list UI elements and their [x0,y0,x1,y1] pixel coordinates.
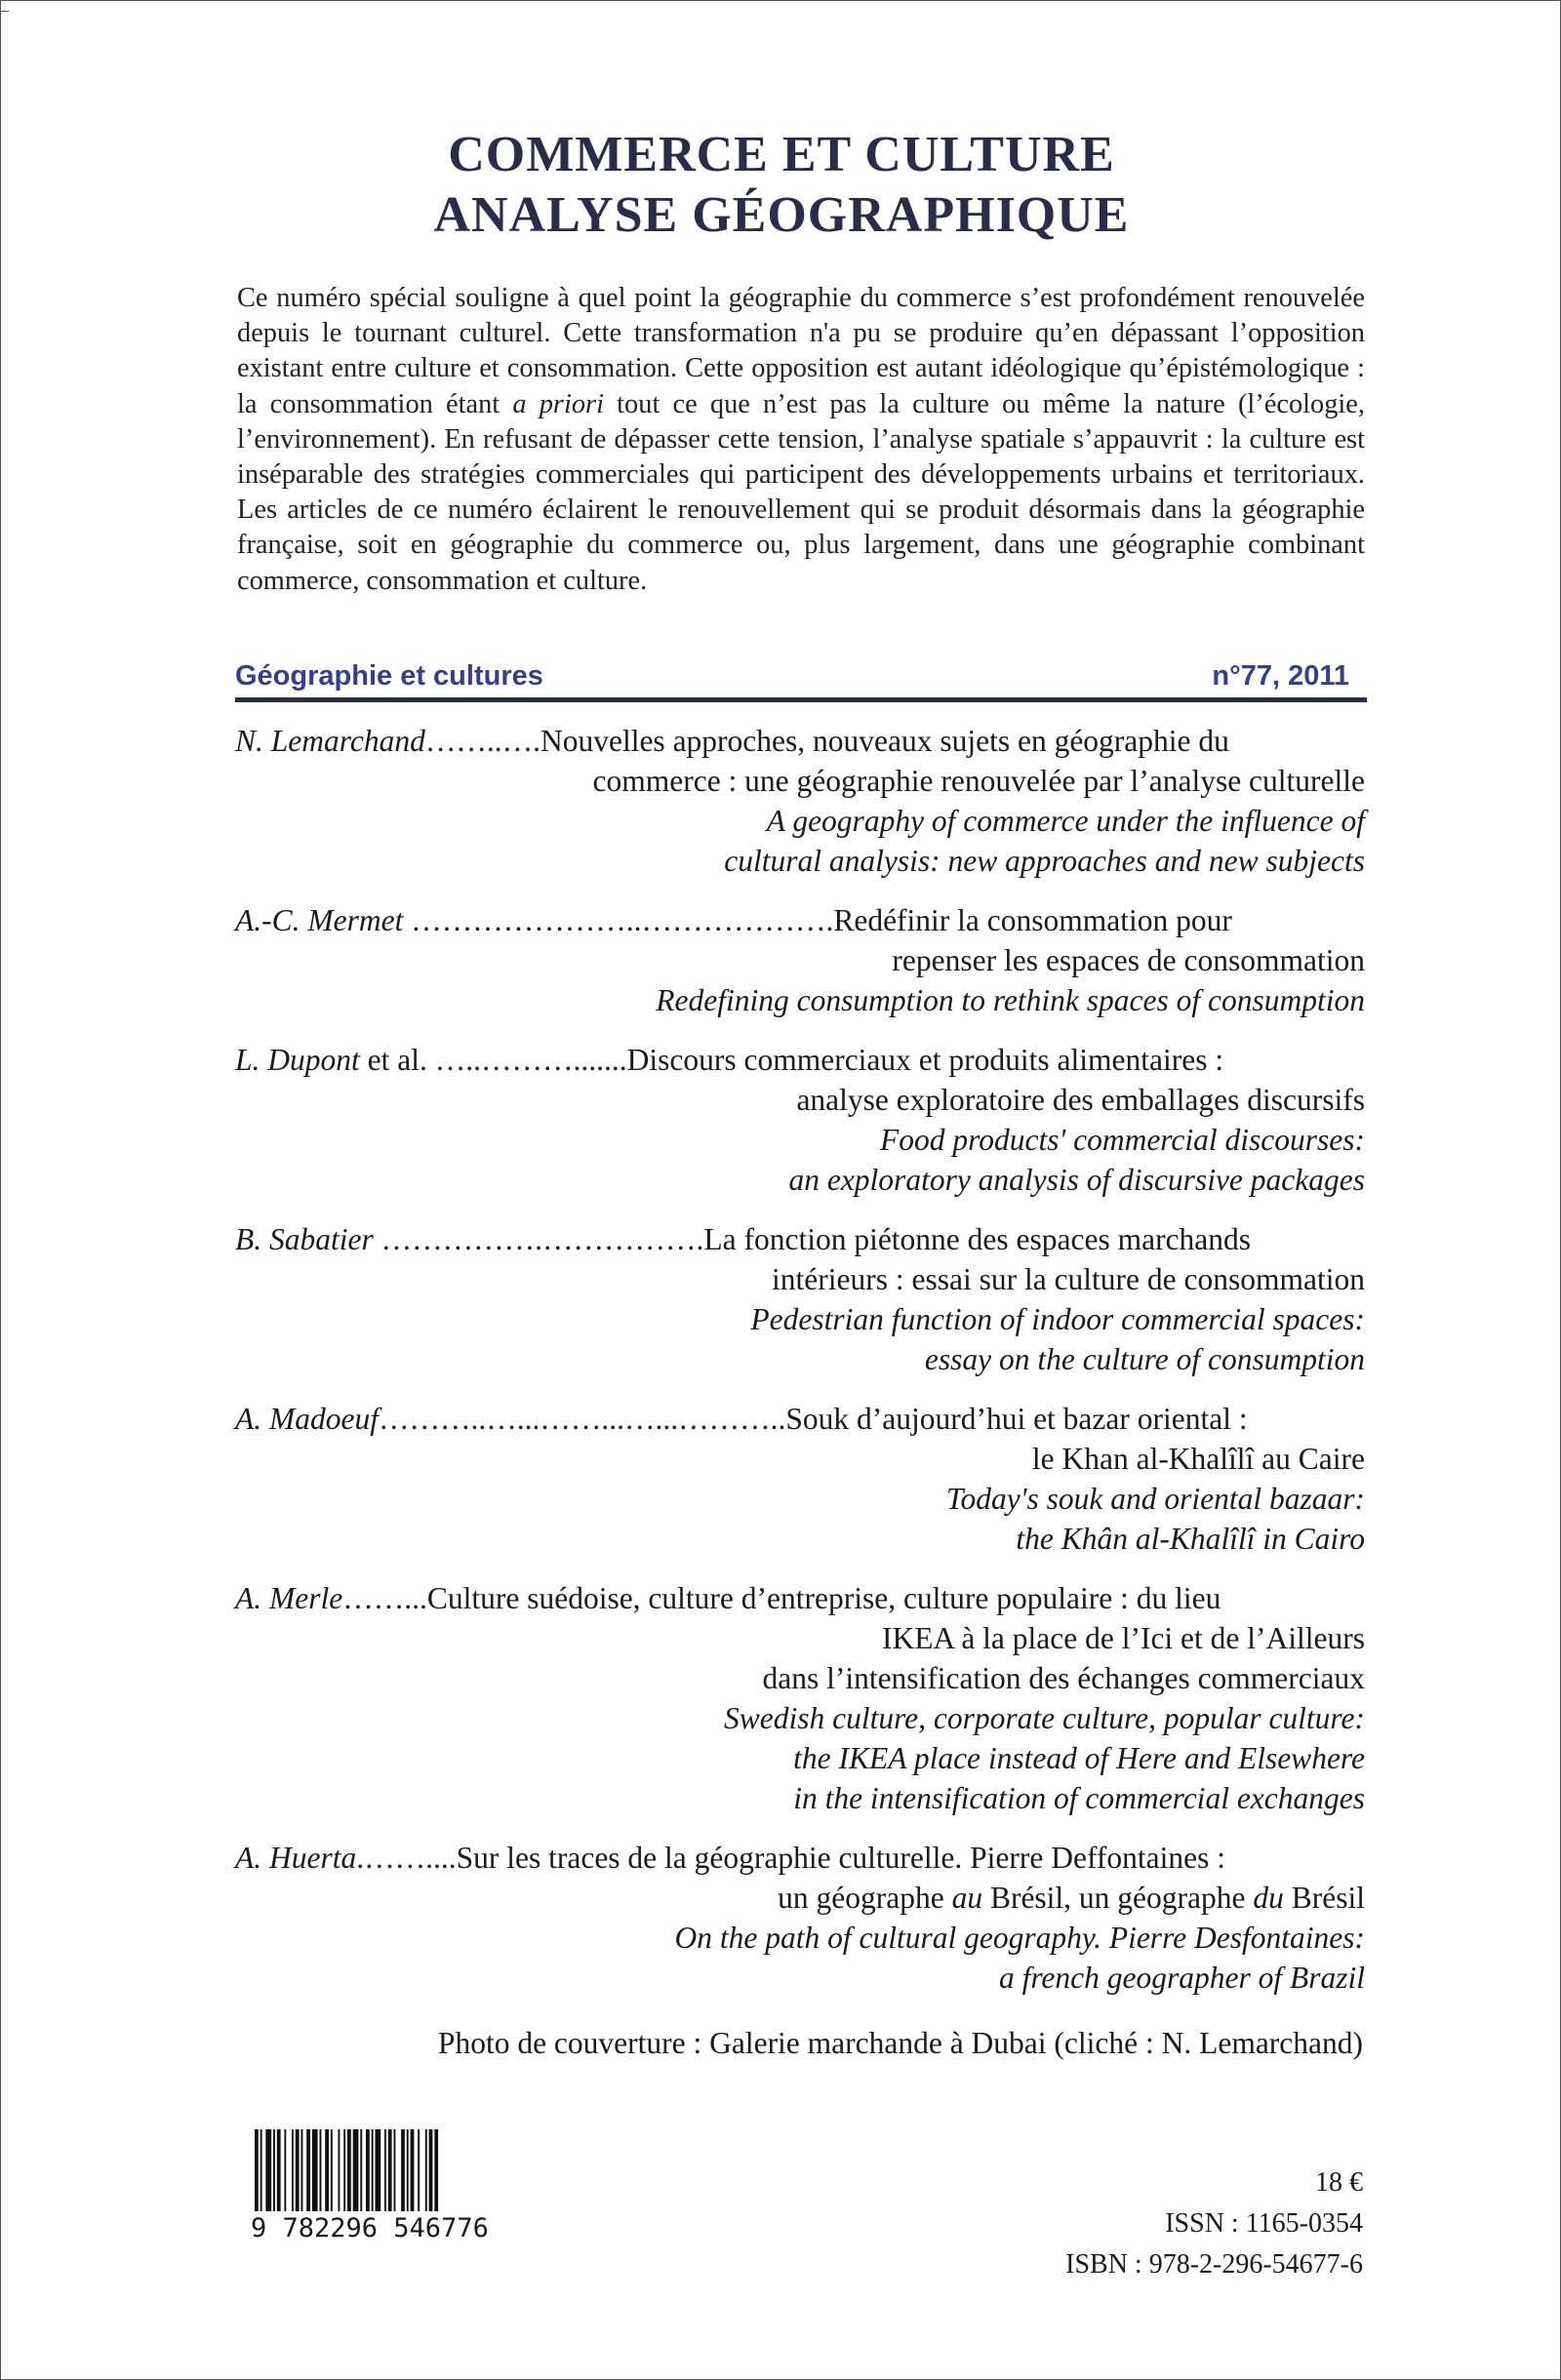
barcode-bar [366,2129,370,2211]
toc-author: A. Huerta [235,1841,357,1875]
toc-title-en: Today's souk and oriental bazaar: [945,1482,1365,1516]
toc-entry [235,1838,1365,1998]
barcode-bar [360,2129,362,2211]
toc-author: A. Madoeuf [235,1402,379,1436]
toc-title-en: in the intensification of commercial exchanges [793,1781,1365,1815]
barcode-bar [347,2129,351,2211]
barcode-bar [339,2129,340,2211]
table-of-contents [235,721,1365,2017]
toc-emphasis: du [1253,1881,1284,1915]
barcode-bar [312,2129,318,2211]
toc-entry-heading [235,1219,1365,1259]
barcode-bar [292,2129,294,2211]
abstract-text-2: tout ce que n’est pas la culture ou même la nature (l’écologie, l’environnement). En refusant de dépasser cette tension, l’analyse spatiale s’appauvrit : la culture est inséparable des stratégies commerciales qui participent des développements urbains et territoriaux. Les articles de ce numéro éclairent le renouvellement qui se produit désormais dans la géographie française, soit en géographie du commerce ou, plus largement, dans une géographie combinant commerce, consommation et culture. [237,388,1366,596]
toc-entry-heading [235,900,1365,940]
barcode-bar [384,2129,386,2211]
barcode-bar [434,2129,438,2211]
abstract-paragraph [237,281,1365,599]
journal-name: Géographie et cultures [235,660,543,692]
toc-text: Brésil [1283,1881,1365,1915]
toc-title-fr: Discours commerciaux et produits alimentaires : [626,1043,1224,1077]
toc-title-en: Pedestrian function of indoor commercial spaces: [750,1302,1365,1336]
toc-dots: …………………..………………. [403,903,834,937]
barcode-bar [306,2129,310,2211]
toc-dots: ……... [342,1581,427,1615]
journal-issue: n°77, 2011 [1212,660,1349,692]
toc-title-fr: Culture suédoise, culture d’entreprise, culture populaire : du lieu [426,1581,1221,1615]
toc-entry [235,1399,1365,1559]
toc-author: N. Lemarchand [235,724,425,758]
toc-dots: ………..…...……...…...……….. [378,1402,786,1436]
toc-dots: .…….... [356,1841,457,1875]
toc-entry [235,1219,1365,1379]
toc-title-fr: analyse exploratoire des emballages discursifs [796,1083,1365,1117]
toc-title-en: Redefining consumption to rethink spaces of consumption [656,983,1365,1017]
barcode-bar [394,2129,396,2211]
toc-entry-heading [235,1578,1365,1618]
barcode-bar [255,2129,259,2211]
toc-entry-heading [235,721,1365,761]
toc-emphasis: au [951,1881,983,1915]
title-line-1: COMMERCE ET CULTURE [448,127,1115,182]
price: 18 € [1315,2167,1363,2198]
issn: ISSN : 1165-0354 [1165,2208,1363,2239]
barcode-bar [388,2129,392,2211]
toc-author: A. Merle [235,1581,343,1615]
toc-title-en: Swedish culture, corporate culture, popular culture: [723,1701,1365,1735]
barcode-bar [353,2129,359,2211]
toc-title-fr: commerce : une géographie renouvelée par l’analyse culturelle [592,764,1365,798]
barcode [251,2129,495,2243]
toc-title-en: an exploratory analysis of discursive packages [788,1163,1365,1197]
barcode-bar [429,2129,433,2211]
toc-title-en: cultural analysis: new approaches and new subjects [724,844,1365,878]
barcode-bar [418,2129,420,2211]
barcode-bar [411,2129,415,2211]
toc-author: A.-C. Mermet [235,903,404,937]
toc-author: B. Sabatier [235,1222,374,1256]
toc-title-en: the Khân al-Khalîlî in Cairo [1016,1522,1365,1556]
toc-title-fr: Redéfinir la consommation pour [833,903,1232,937]
toc-title-en: a french geographer of Brazil [998,1961,1365,1995]
toc-title-fr: Souk d’aujourd’hui et bazar oriental : [785,1402,1248,1436]
barcode-bars [251,2129,495,2211]
crop-mark [1,11,9,12]
abstract-emphasis: a priori [512,388,604,419]
publication-info [1065,2162,1363,2285]
toc-title-fr: dans l’intensification des échanges commerciaux [762,1661,1365,1695]
barcode-bar [343,2129,345,2211]
toc-title-fr-mixed [235,1878,1365,1918]
toc-title-en: On the path of cultural geography. Pierre Desfontaines: [674,1921,1365,1955]
toc-entry [235,721,1365,881]
toc-text: Brésil, un géographe [982,1881,1254,1915]
toc-title-fr: Nouvelles approches, nouveaux sujets en géographie du [540,724,1229,758]
toc-title-fr: repenser les espaces de consommation [892,943,1365,977]
toc-title-fr: IKEA à la place de l’Ici et de l’Ailleurs [881,1621,1365,1655]
barcode-bar [401,2129,405,2211]
toc-title-en: Food products' commercial discourses: [880,1123,1365,1157]
toc-entry [235,900,1365,1020]
toc-dots: …………….……………. [373,1222,704,1256]
toc-title-fr: La fonction piétonne des espaces marchands [703,1222,1252,1256]
toc-title-fr: Sur les traces de la géographie culturelle. Pierre Deffontaines : [456,1841,1225,1875]
toc-title-en: the IKEA place instead of Here and Elsewhere [793,1741,1365,1775]
photo-credit: Photo de couverture : Galerie marchande à Dubai (cliché : N. Lemarchand) [437,2026,1363,2060]
barcode-bar [284,2129,286,2211]
toc-entry-heading [235,1399,1365,1439]
toc-dots: …..………....... [434,1043,627,1077]
toc-entry [235,1578,1365,1818]
toc-entry-heading [235,1838,1365,1878]
barcode-bar [331,2129,333,2211]
barcode-bar [301,2129,303,2211]
toc-author-suffix: et al. [359,1043,435,1077]
barcode-bar [277,2129,281,2211]
barcode-bar [265,2129,271,2211]
toc-title-fr: le Khan al-Khalîlî au Caire [1031,1442,1365,1476]
toc-text: un géographe [778,1881,952,1915]
barcode-bar [273,2129,275,2211]
toc-entry-heading [235,1040,1365,1080]
barcode-bar [425,2129,427,2211]
barcode-bar [372,2129,374,2211]
barcode-bar [260,2129,262,2211]
toc-entry [235,1040,1365,1200]
toc-title-en: essay on the culture of consumption [924,1342,1365,1376]
barcode-bar [296,2129,300,2211]
isbn: ISBN : 978-2-296-54677-6 [1065,2249,1363,2280]
toc-title-fr: intérieurs : essai sur la culture de consommation [772,1262,1365,1296]
toc-dots: ……..…. [424,724,540,758]
barcode-bar [320,2129,322,2211]
barcode-bar [407,2129,409,2211]
toc-author: L. Dupont [235,1043,360,1077]
barcode-bar [376,2129,381,2211]
barcode-number: 9 782296 546776 [251,2213,489,2243]
abstract-text-1: Ce numéro spécial souligne à quel point la géographie du commerce s’est profondément renouvelée depuis le tournant culturel. Cette transformation n'a pu se produire qu’en dépassant l’opposition existant entre culture et consommation. Cette opposition est autant idéologique qu’épistémologique : la consommation étant [237,283,1365,419]
title-line-2: ANALYSE GÉOGRAPHIQUE [433,187,1130,243]
barcode-bar [325,2129,329,2211]
journal-bar [235,658,1367,702]
toc-title-en: A geography of commerce under the influence of [766,804,1365,838]
